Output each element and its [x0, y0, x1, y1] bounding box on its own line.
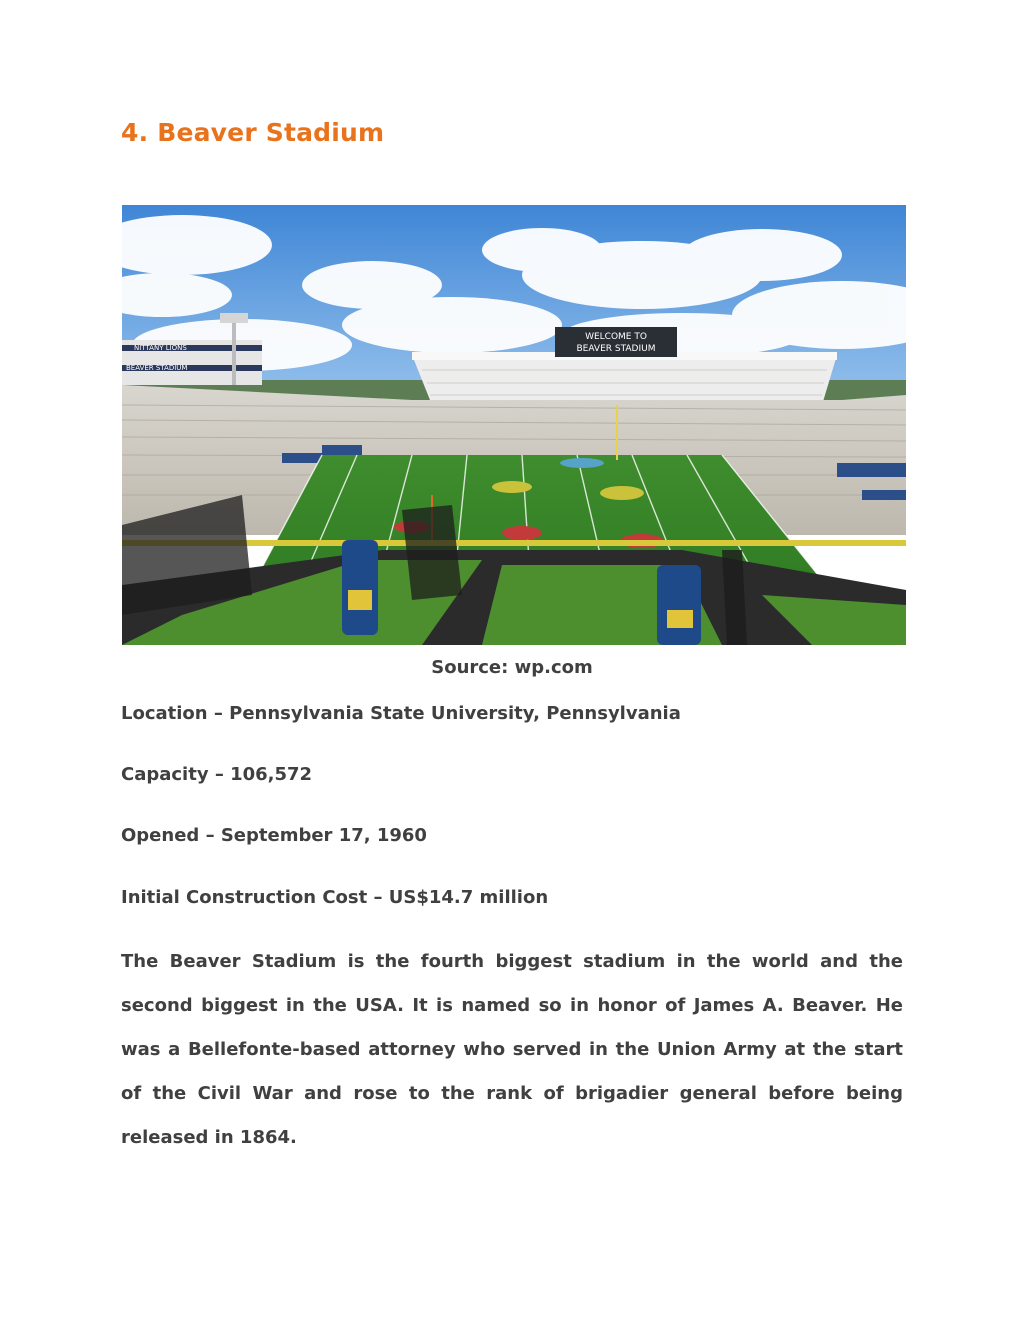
stand-label: BEAVER STADIUM	[126, 364, 188, 372]
cost-fact: Initial Construction Cost – US$14.7 million	[121, 887, 549, 908]
description-paragraph: The Beaver Stadium is the fourth biggest stadium in the world and the second biggest in the USA. It is named so in honor of James A. Beaver. He was a Bellefonte-based attorney who served in the Union Army at the start of the Civil War and rose to the rank of brigadier general before being released in 1864.	[121, 951, 903, 1148]
scoreboard-line1: WELCOME TO	[585, 332, 647, 342]
opened-fact: Opened – September 17, 1960	[121, 825, 427, 846]
stadium-photo	[122, 205, 906, 645]
page-title: 4. Beaver Stadium	[121, 118, 385, 147]
image-caption: Source: wp.com	[431, 657, 593, 678]
location-fact: Location – Pennsylvania State University, Pennsylvania	[121, 703, 681, 724]
pressbox-label: NITTANY LIONS	[134, 344, 187, 352]
scoreboard-line2: BEAVER STADIUM	[576, 344, 656, 354]
capacity-fact: Capacity – 106,572	[121, 764, 313, 785]
